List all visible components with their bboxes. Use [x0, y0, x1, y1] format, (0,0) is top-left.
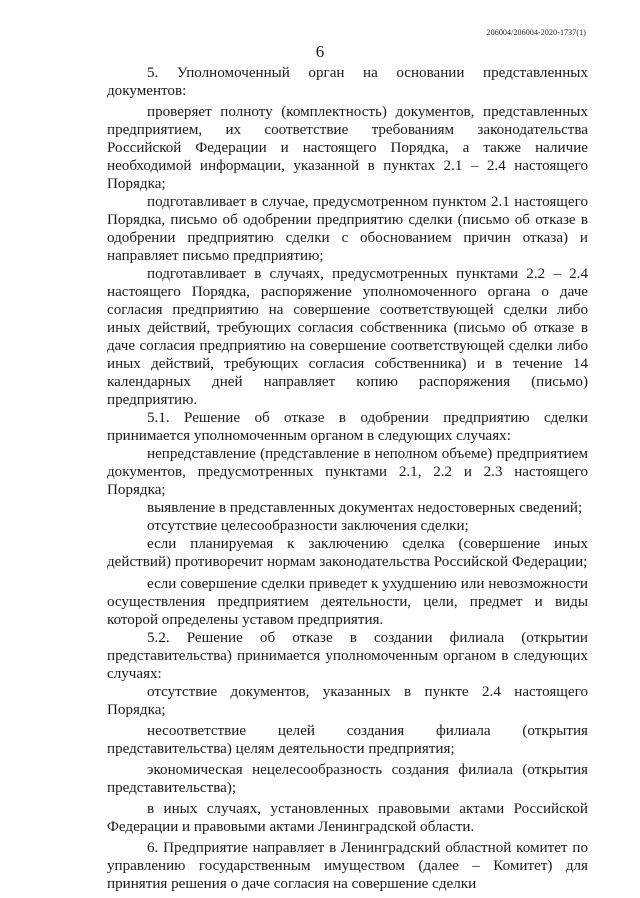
paragraph-5-prepare-order: подготавливает в случаях, предусмотренных пунктами 2.2 – 2.4 настоящего Порядка, распоряжение уполномоченного органа о даче согласия предприятию на совершение соответствующей сделки либо иных действий, требующих согласия собственника (письмо об отказе в даче согласия предприятию на совершение соответствующей сделки либо иных действий, требующих согласия собственника) и в течение 14 календарных дней направляет копию распоряжения (письмо) предприятию. [107, 266, 588, 408]
paragraph-5-2-other-cases: в иных случаях, установленных правовыми актами Российской Федерации и правовыми актами Ленинградской области. [107, 801, 588, 835]
paragraph-5-1-nonsubmission: непредставление (представление в неполном объеме) предприятием документов, предусмотренных пунктами 2.1, 2.2 и 2.3 настоящего Порядка; [107, 446, 588, 498]
paragraph-6: 6. Предприятие направляет в Ленинградский областной комитет по управлению государственным имуществом (далее – Комитет) для принятия решения о даче согласия на совершение сделки [107, 840, 588, 892]
page-number: 6 [315, 42, 325, 61]
paragraph-5-1-worsening: если совершение сделки приведет к ухудшению или невозможности осуществления предприятием деятельности, цели, предмет и виды которой определены уставом предприятия. [107, 576, 588, 628]
paragraph-5-2-economic-inexpediency: экономическая нецелесообразность создания филиала (открытия представительства); [107, 762, 588, 796]
paragraph-5-check-completeness: проверяет полноту (комплектность) документов, представленных предприятием, их соответствие требованиям законодательства Российской Федерации и настоящего Порядка, а также наличие необходимой информации, указанной в пунктах 2.1 – 2.4 настоящего Порядка; [107, 104, 588, 192]
paragraph-5-1-false-data: выявление в представленных документах недостоверных сведений; [147, 500, 583, 516]
paragraph-5-prepare-letter: подготавливает в случае, предусмотренном пунктом 2.1 настоящего Порядка, письмо об одобрении предприятию сделки (письмо об отказе в одобрении предприятию сделки с обоснованием причин отказа) и направляет письмо предприятию; [107, 194, 588, 264]
paragraph-5-2: 5.2. Решение об отказе в создании филиала (открытии представительства) принимается уполномоченным органом в следующих случаях: [107, 630, 588, 682]
paragraph-5-2-mismatch-goals: несоответствие целей создания филиала (открытия представительства) целям деятельности предприятия; [107, 723, 588, 757]
document-code: 206004/206004-2020-1737(1) [486, 28, 586, 37]
paragraph-5-1-no-expediency: отсутствие целесообразности заключения сделки; [147, 518, 469, 534]
paragraph-5: 5. Уполномоченный орган на основании представленных документов: [107, 65, 588, 99]
paragraph-5-1-contradicts-law: если планируемая к заключению сделка (совершение иных действий) противоречит нормам законодательства Российской Федерации; [107, 536, 588, 570]
paragraph-5-1: 5.1. Решение об отказе в одобрении предприятию сделки принимается уполномоченным органом в следующих случаях: [107, 410, 588, 444]
document-body [107, 64, 588, 893]
paragraph-5-2-missing-docs: отсутствие документов, указанных в пункте 2.4 настоящего Порядка; [107, 684, 588, 718]
